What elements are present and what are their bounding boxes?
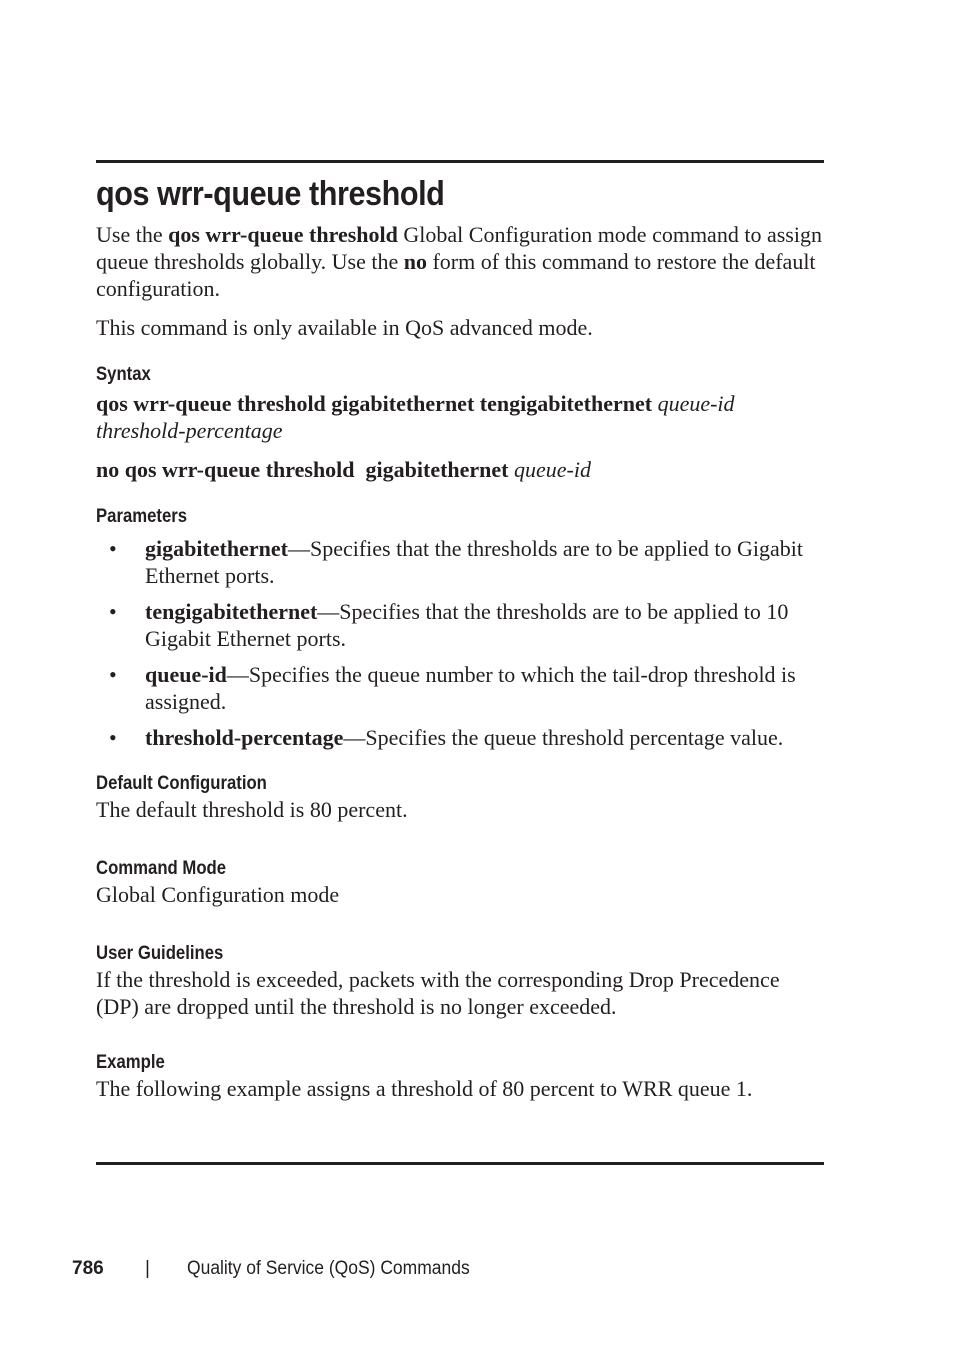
list-item [96,598,824,652]
intro-command: qos wrr-queue threshold [168,222,398,247]
parameter-term: queue-id [145,662,227,687]
page-title: qos wrr-queue threshold [96,175,445,213]
user-guidelines-heading: User Guidelines [96,943,224,964]
availability-note: This command is only available in QoS advanced mode. [96,315,593,340]
list-item [96,535,824,589]
default-configuration-text: The default threshold is 80 percent. [96,797,408,822]
command-mode-heading: Command Mode [96,858,227,879]
intro-no-keyword: no [403,249,427,274]
example-heading: Example [96,1052,165,1073]
parameter-desc: —Specifies that the thresholds are to be applied to 10 Gigabit Ethernet ports. [145,599,789,651]
top-rule [96,160,824,163]
page-number: 786 [72,1258,104,1279]
syntax-line-1 [96,390,824,444]
bullet: • [109,599,117,624]
syntax-line-1-command: qos wrr-queue threshold gigabitethernet tengigabitethernet [96,391,653,416]
bottom-rule [96,1162,824,1165]
intro-paragraph [96,221,824,302]
example-text: The following example assigns a threshold of 80 percent to WRR queue 1. [96,1076,753,1101]
parameter-term: tengigabitethernet [145,599,318,624]
parameters-list [96,535,824,751]
parameter-desc: —Specifies that the thresholds are to be applied to Gigabit Ethernet ports. [145,536,804,588]
intro-text-3: form of this command to restore the default configuration. [96,249,816,301]
intro-text-1: Use the [96,222,169,247]
intro-text-2: Global Configuration mode command to assign queue thresholds globally. Use the [96,222,822,274]
syntax-line-1-args: queue-id threshold-percentage [96,391,735,443]
list-item [96,724,824,751]
parameters-heading: Parameters [96,506,188,527]
parameter-term: gigabitethernet [145,536,288,561]
parameter-desc: —Specifies the queue threshold percentage value. [343,725,784,750]
default-configuration-heading: Default Configuration [96,773,267,794]
footer-separator: | [145,1258,150,1279]
syntax-line-2-command: no qos wrr-queue threshold gigabitethernet [96,457,509,482]
user-guidelines-text: If the threshold is exceeded, packets with the corresponding Drop Precedence (DP) are dropped until the threshold is no longer exceeded. [96,967,780,1019]
parameter-term: threshold-percentage [145,725,344,750]
chapter-title: Quality of Service (QoS) Commands [187,1258,470,1279]
list-item [96,661,824,715]
bullet: • [109,662,117,687]
page-content [96,170,824,1102]
bullet: • [109,536,117,561]
syntax-line-2-args: queue-id [514,457,591,482]
parameter-desc: —Specifies the queue number to which the tail-drop threshold is assigned. [145,662,796,714]
command-mode-text: Global Configuration mode [96,882,340,907]
syntax-line-2 [96,456,824,483]
bullet: • [109,725,117,750]
syntax-heading: Syntax [96,364,151,385]
